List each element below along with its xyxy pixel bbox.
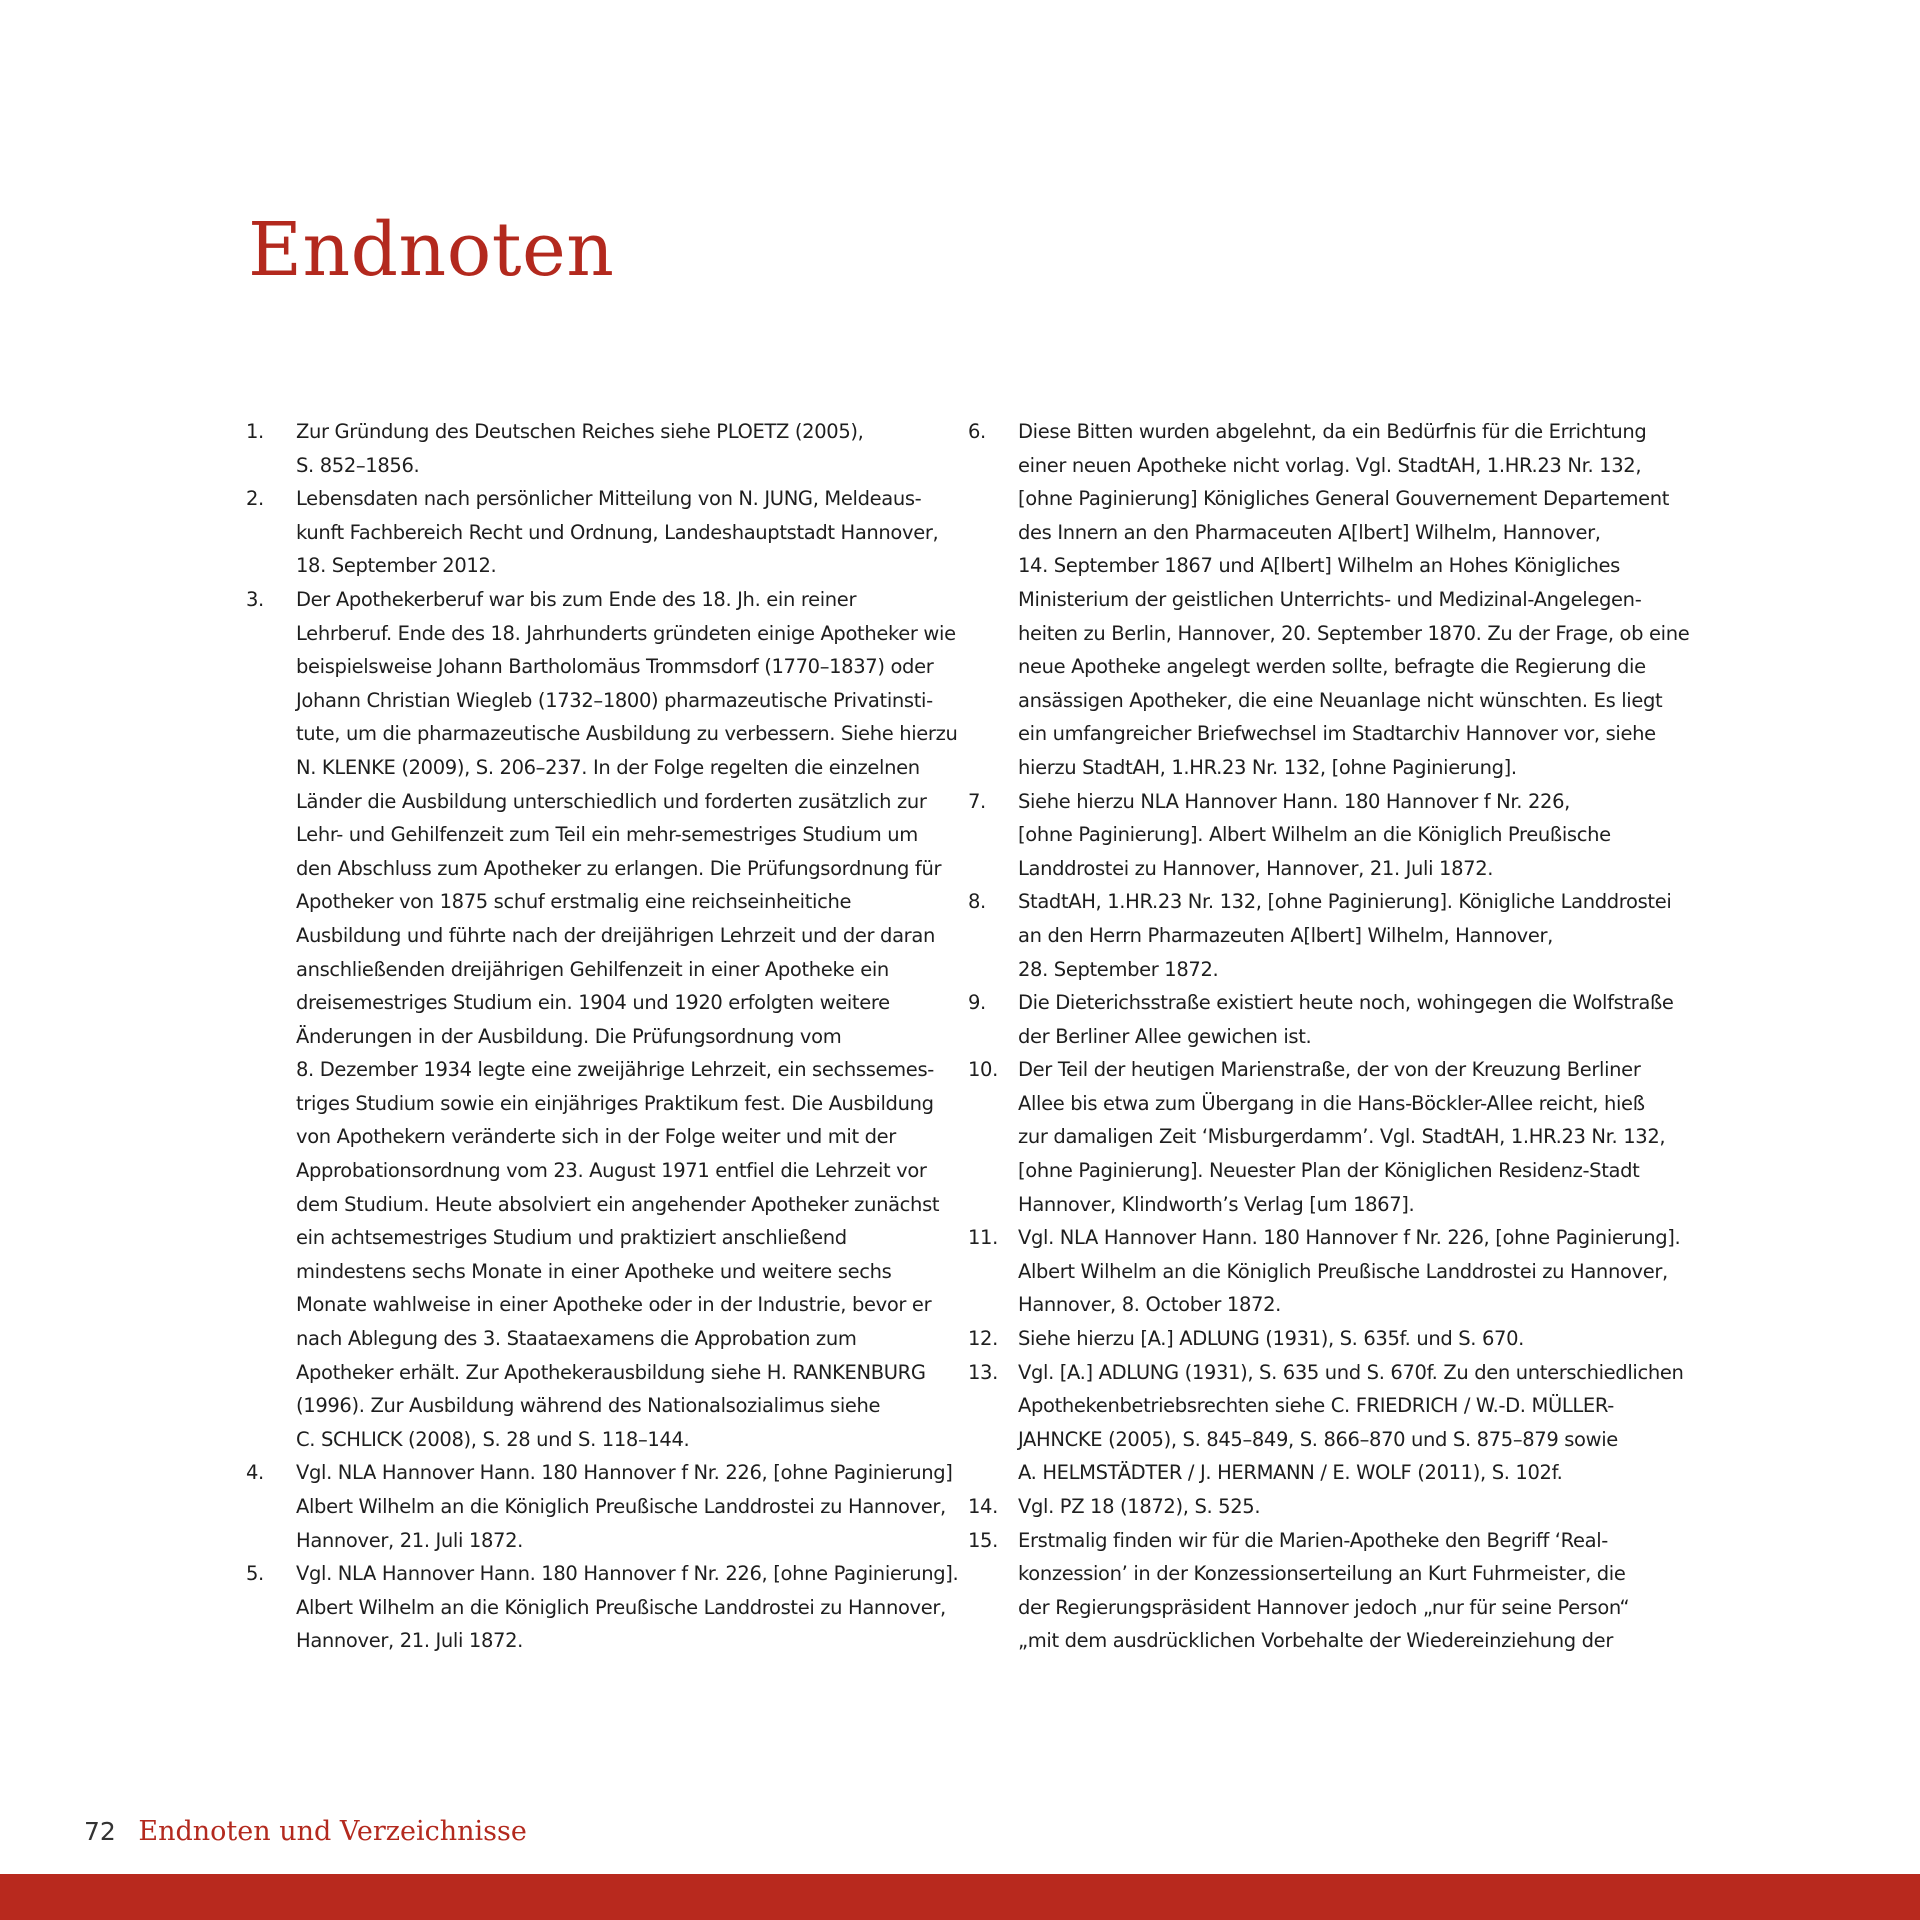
endnote-line: des Innern an den Pharmaceuten A[lbert] Wilhelm, Hannover,	[1018, 520, 1601, 544]
endnote-line: mindestens sechs Monate in einer Apotheke und weitere sechs	[296, 1259, 892, 1283]
endnote-item	[968, 986, 1674, 1053]
endnote-line: nach Ablegung des 3. Staataexamens die Approbation zum	[296, 1327, 857, 1351]
page-title: Endnoten	[248, 207, 615, 293]
endnote-item	[968, 1221, 1681, 1322]
endnote-number: 10.	[968, 1058, 998, 1082]
endnote-line: Vgl. [A.] ADLUNG (1931), S. 635 und S. 670f. Zu den unterschiedlichen	[1018, 1360, 1684, 1384]
endnote-line: Hannover, Klindworth’s Verlag [um 1867].	[1018, 1192, 1415, 1216]
endnote-line: Approbationsordnung vom 23. August 1971 entfiel die Lehrzeit vor	[296, 1159, 927, 1183]
endnote-item	[968, 785, 1668, 886]
endnote-line: S. 852–1856.	[296, 453, 420, 477]
endnote-line: 28. September 1872.	[1018, 957, 1219, 981]
endnote-item	[968, 1356, 1684, 1490]
endnote-number: 1.	[246, 420, 264, 443]
endnote-line: konzession’ in der Konzessionserteilung an Kurt Fuhrmeister, die	[1018, 1562, 1626, 1586]
endnote-line: 8. Dezember 1934 legte eine zweijährige Lehrzeit, ein sechssemes-	[296, 1058, 934, 1082]
endnote-item	[968, 885, 1672, 986]
endnote-line: Lehr- und Gehilfenzeit zum Teil ein mehr-semestriges Studium um	[296, 823, 918, 847]
endnote-item	[246, 1456, 953, 1557]
endnote-line: Siehe hierzu [A.] ADLUNG (1931), S. 635f. und S. 670.	[1018, 1327, 1524, 1351]
endnote-text	[1018, 1221, 1680, 1322]
endnotes-column-right	[968, 415, 1690, 1658]
endnote-text	[296, 1557, 958, 1658]
endnote-text	[1018, 415, 1689, 785]
endnote-line: Allee bis etwa zum Übergang in die Hans-Böckler-Allee reicht, hieß	[1018, 1091, 1645, 1115]
endnote-line: anschließenden dreijährigen Gehilfenzeit in einer Apotheke ein	[296, 957, 889, 981]
endnote-line: Siehe hierzu NLA Hannover Hann. 180 Hannover f Nr. 226,	[1018, 789, 1570, 813]
page-number: 72	[84, 1817, 116, 1846]
endnote-line: dreisemestriges Studium ein. 1904 und 1920 erfolgten weitere	[296, 991, 890, 1015]
endnote-item	[968, 1053, 1668, 1221]
endnote-line: Johann Christian Wiegleb (1732–1800) pharmazeutische Privatinsti-	[296, 688, 933, 712]
endnote-line: hierzu StadtAH, 1.HR.23 Nr. 132, [ohne Paginierung].	[1018, 755, 1517, 779]
endnote-item	[968, 1322, 1668, 1356]
endnote-line: Vgl. NLA Hannover Hann. 180 Hannover f Nr. 226, [ohne Paginierung]	[296, 1461, 953, 1485]
endnote-line: Lehrberuf. Ende des 18. Jahrhunderts gründeten einige Apotheker wie	[296, 621, 956, 645]
endnote-line: Vgl. NLA Hannover Hann. 180 Hannover f Nr. 226, [ohne Paginierung].	[1018, 1226, 1681, 1250]
endnotes-list-left	[246, 415, 959, 1658]
endnote-line: der Berliner Allee gewichen ist.	[1018, 1024, 1312, 1048]
endnote-line: Lebensdaten nach persönlicher Mitteilung von N. JUNG, Meldeaus-	[296, 487, 922, 511]
endnote-number: 6.	[968, 420, 986, 443]
endnote-line: Hannover, 8. October 1872.	[1018, 1293, 1281, 1317]
endnote-number: 8.	[968, 890, 986, 914]
endnote-number: 11.	[968, 1226, 998, 1250]
endnote-line: Änderungen in der Ausbildung. Die Prüfungsordnung vom	[296, 1024, 842, 1048]
endnote-line: Apotheker erhält. Zur Apothekerausbildung siehe H. RANKENBURG	[296, 1360, 926, 1384]
endnote-line: beispielsweise Johann Bartholomäus Trommsdorf (1770–1837) oder	[296, 655, 934, 679]
endnote-number: 12.	[968, 1327, 998, 1351]
endnote-item	[246, 482, 946, 583]
endnote-line: 18. September 2012.	[296, 554, 497, 578]
endnotes-column-left	[246, 415, 959, 1658]
endnote-item	[968, 415, 1690, 785]
endnote-number: 13.	[968, 1360, 998, 1384]
endnote-line: kunft Fachbereich Recht und Ordnung, Landeshauptstadt Hannover,	[296, 520, 939, 544]
endnote-line: Hannover, 21. Juli 1872.	[296, 1629, 523, 1653]
endnote-text	[1018, 885, 1671, 986]
endnote-line: Albert Wilhelm an die Königlich Preußische Landdrostei zu Hannover,	[296, 1595, 946, 1619]
endnote-line: der Regierungspräsident Hannover jedoch „nur für seine Person“	[1018, 1595, 1630, 1619]
endnote-line: heiten zu Berlin, Hannover, 20. September 1870. Zu der Frage, ob eine	[1018, 621, 1690, 645]
endnote-text	[1018, 1524, 1668, 1658]
endnote-item	[246, 415, 946, 482]
running-title: Endnoten und Verzeichnisse	[138, 1816, 527, 1847]
endnote-line: 14. September 1867 und A[lbert] Wilhelm an Hohes Königliches	[1018, 554, 1620, 578]
endnote-line: Albert Wilhelm an die Königlich Preußische Landdrostei zu Hannover,	[296, 1495, 946, 1518]
endnote-line: neue Apotheke angelegt werden sollte, befragte die Regierung die	[1018, 655, 1646, 679]
endnote-line: Zur Gründung des Deutschen Reiches siehe PLOETZ (2005),	[296, 420, 864, 443]
footer-color-bar	[0, 1874, 1920, 1920]
endnote-number: 9.	[968, 991, 986, 1015]
endnote-item	[968, 1490, 1668, 1524]
endnote-line: Diese Bitten wurden abgelehnt, da ein Bedürfnis für die Errichtung	[1018, 420, 1647, 443]
endnote-line: StadtAH, 1.HR.23 Nr. 132, [ohne Paginierung]. Königliche Landdrostei	[1018, 890, 1672, 914]
endnote-line: Der Apothekerberuf war bis zum Ende des 18. Jh. ein reiner	[296, 587, 857, 611]
endnote-line: Erstmalig finden wir für die Marien-Apotheke den Begriff ‘Real-	[1018, 1528, 1608, 1552]
endnote-line: zur damaligen Zeit ‘Misburgerdamm’. Vgl. StadtAH, 1.HR.23 Nr. 132,	[1018, 1125, 1666, 1149]
endnote-line: ein achtsemestriges Studium und praktiziert anschließend	[296, 1226, 847, 1250]
endnote-line: tute, um die pharmazeutische Ausbildung zu verbessern. Siehe hierzu	[296, 722, 958, 746]
endnote-text	[1018, 1490, 1668, 1524]
endnote-line: JAHNCKE (2005), S. 845–849, S. 866–870 und S. 875–879 sowie	[1018, 1427, 1618, 1451]
endnote-item	[246, 583, 958, 1456]
endnote-line: Vgl. PZ 18 (1872), S. 525.	[1018, 1495, 1261, 1518]
endnote-text	[296, 482, 946, 583]
endnote-line: Der Teil der heutigen Marienstraße, der von der Kreuzung Berliner	[1018, 1058, 1641, 1082]
endnote-line: Länder die Ausbildung unterschiedlich und forderten zusätzlich zur	[296, 789, 927, 813]
endnote-text	[1018, 1322, 1668, 1356]
endnote-number: 4.	[246, 1461, 264, 1485]
endnote-number: 5.	[246, 1562, 264, 1586]
endnote-line: Landdrostei zu Hannover, Hannover, 21. Juli 1872.	[1018, 856, 1494, 880]
endnote-line: Die Dieterichsstraße existiert heute noch, wohingegen die Wolfstraße	[1018, 991, 1674, 1015]
endnote-text	[1018, 1053, 1668, 1221]
endnote-number: 2.	[246, 487, 264, 511]
endnote-line: ansässigen Apotheker, die eine Neuanlage nicht wünschten. Es liegt	[1018, 688, 1663, 712]
page-footer	[84, 1812, 527, 1852]
endnote-line: dem Studium. Heute absolviert ein angehender Apotheker zunächst	[296, 1192, 940, 1216]
endnote-line: Ausbildung und führte nach der dreijährigen Lehrzeit und der daran	[296, 923, 935, 947]
endnote-line: triges Studium sowie ein einjähriges Praktikum fest. Die Ausbildung	[296, 1091, 934, 1115]
endnote-line: Apotheker von 1875 schuf erstmalig eine reichseinheitiche	[296, 890, 852, 914]
endnote-line: Ministerium der geistlichen Unterrichts- und Medizinal-Angelegen-	[1018, 587, 1642, 611]
endnote-line: A. HELMSTÄDTER / J. HERMANN / E. WOLF (2011), S. 102f.	[1018, 1461, 1563, 1485]
endnote-line: von Apothekern veränderte sich in der Folge weiter und mit der	[296, 1125, 896, 1149]
endnotes-list-right	[968, 415, 1690, 1658]
endnote-text	[1018, 785, 1668, 886]
endnote-line: ein umfangreicher Briefwechsel im Stadtarchiv Hannover vor, siehe	[1018, 722, 1656, 746]
endnote-line: den Abschluss zum Apotheker zu erlangen. Die Prüfungsordnung für	[296, 856, 942, 880]
endnote-item	[968, 1524, 1668, 1658]
endnote-text	[1018, 1356, 1684, 1490]
endnote-line: Albert Wilhelm an die Königlich Preußische Landdrostei zu Hannover,	[1018, 1259, 1668, 1283]
endnote-text	[296, 583, 957, 1456]
endnote-line: an den Herrn Pharmazeuten A[lbert] Wilhelm, Hannover,	[1018, 923, 1554, 947]
endnote-item	[246, 1557, 959, 1658]
endnote-line: Apothekenbetriebsrechten siehe C. FRIEDRICH / W.-D. MÜLLER-	[1018, 1394, 1614, 1418]
endnote-line: einer neuen Apotheke nicht vorlag. Vgl. StadtAH, 1.HR.23 Nr. 132,	[1018, 453, 1642, 477]
endnote-line: Monate wahlweise in einer Apotheke oder in der Industrie, bevor er	[296, 1293, 932, 1317]
endnote-line: [ohne Paginierung] Königliches General Gouvernement Departement	[1018, 487, 1670, 511]
endnote-number: 3.	[246, 587, 264, 611]
endnote-line: „mit dem ausdrücklichen Vorbehalte der Wiedereinziehung der	[1018, 1629, 1613, 1653]
endnote-line: Vgl. NLA Hannover Hann. 180 Hannover f Nr. 226, [ohne Paginierung].	[296, 1562, 959, 1586]
endnote-line: N. KLENKE (2009), S. 206–237. In der Folge regelten die einzelnen	[296, 755, 920, 779]
endnote-line: Hannover, 21. Juli 1872.	[296, 1528, 523, 1552]
endnote-number: 14.	[968, 1495, 998, 1518]
endnote-number: 15.	[968, 1528, 998, 1552]
endnote-line: [ohne Paginierung]. Albert Wilhelm an die Königlich Preußische	[1018, 823, 1611, 847]
endnote-line: C. SCHLICK (2008), S. 28 und S. 118–144.	[296, 1427, 690, 1451]
endnote-line: [ohne Paginierung]. Neuester Plan der Königlichen Residenz-Stadt	[1018, 1159, 1640, 1183]
endnote-text	[296, 415, 946, 482]
endnote-text	[1018, 986, 1674, 1053]
endnote-text	[296, 1456, 953, 1557]
endnote-line: (1996). Zur Ausbildung während des Nationalsozialimus siehe	[296, 1394, 881, 1418]
endnote-number: 7.	[968, 789, 986, 813]
